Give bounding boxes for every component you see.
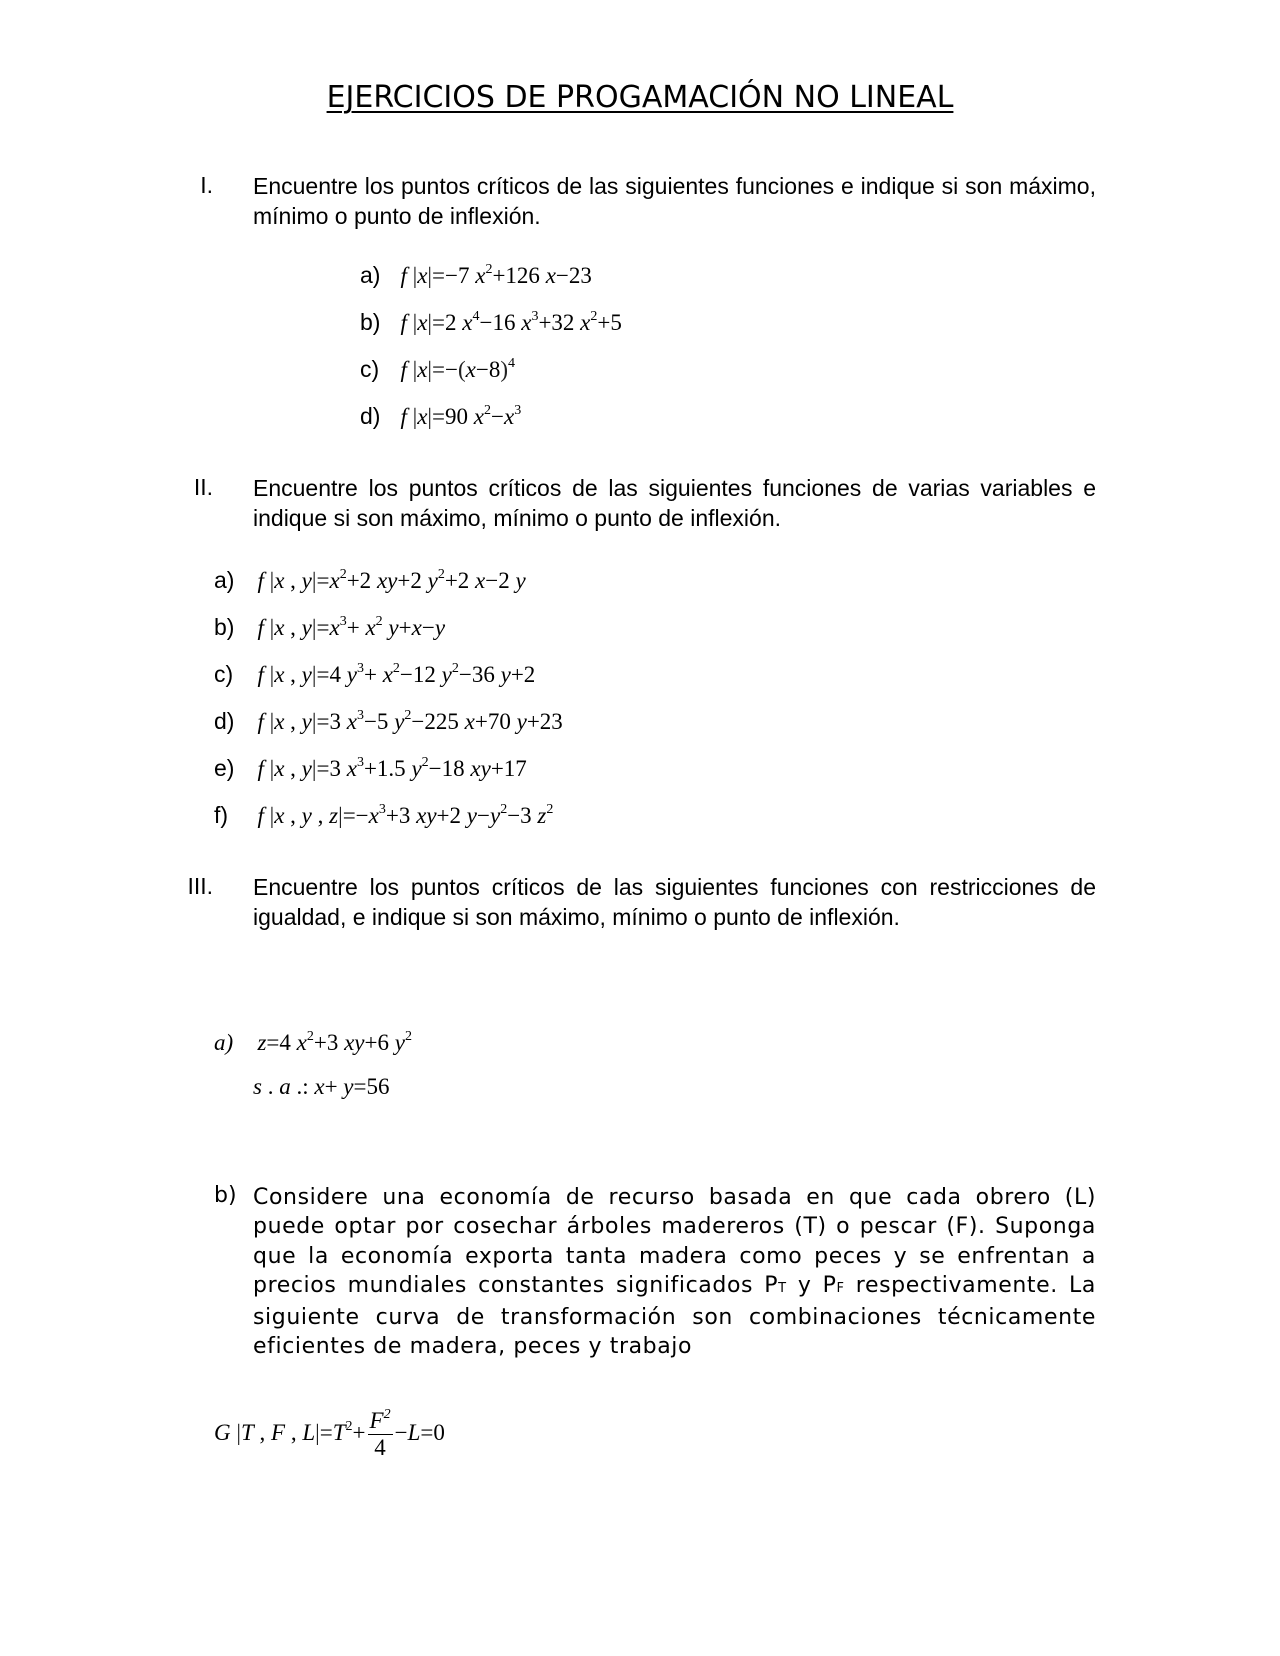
section-2-item-a	[214, 567, 526, 603]
item-label: a)	[214, 567, 235, 593]
equation: f |x , y|=3 $x^3+1.5$ $y^2-18$ xy+17	[257, 755, 527, 781]
section-2-item-b	[214, 614, 445, 650]
section-1-item-a	[360, 262, 592, 298]
item-label: f)	[214, 802, 229, 828]
equation: f |x , y|=3 $x^3-5$ $y^2-225$ x+70 y+23	[257, 708, 563, 734]
section-1-item-c	[360, 356, 515, 392]
section-2-item-d	[214, 708, 563, 744]
equation: f |x|=2 $x^4-16$ $x^3+32$ $x^2+5$	[400, 309, 622, 335]
item-label: b)	[214, 614, 235, 640]
equation: f |x , y|=4 $y^3+ x^2-12$ $y^2-36$ y+2	[257, 661, 536, 687]
section-3-item-b-text: Considere una economía de recurso basada en que cada obrero (L) puede optar por cosechar árboles madereros (T) o pescar (F). Suponga que la economía exporta tanta madera como peces y se enfrentan a precios mundiales constantes significados PT y PF respectivamente. La siguiente curva de transformación son combinaciones técnicamente eficientes de madera, peces y trabajo	[253, 1185, 1096, 1360]
equation: f |x , $y|=x^2+2$ xy+2 $y^2+2$ x−2 y	[257, 567, 526, 593]
section-2-item-c	[214, 661, 535, 697]
item-label: b)	[360, 309, 381, 335]
constraint-equation: s . a .: x+ y=56	[253, 1074, 390, 1099]
item-label: e)	[214, 755, 235, 781]
item-label: a)	[360, 262, 381, 288]
section-2-numeral: II.	[193, 474, 213, 500]
section-1-instruction: Encuentre los puntos críticos de las siguientes funciones e indique si son máximo, mínimo o punto de inflexión.	[253, 173, 1096, 229]
section-1-numeral: I.	[200, 172, 213, 198]
equation: f |x|=90 $x^2-x^3$	[400, 403, 522, 429]
section-3-item-a-constraint	[253, 1074, 390, 1110]
section-2-item-e	[214, 755, 527, 791]
page-title: EJERCICIOS DE PROGAMACIÓN NO LINEAL	[326, 80, 954, 115]
section-3-item-b-label: b)	[214, 1183, 237, 1208]
section-3-instruction: Encuentre los puntos críticos de las siguientes funciones con restricciones de igualdad, e indique si son máximo, mínimo o punto de inflexión.	[253, 874, 1096, 930]
subscript-t: T	[778, 1280, 787, 1296]
item-label: a)	[214, 1030, 234, 1055]
transformation-curve-equation: G |T , F , $L|=T^2+$ $\frac{F^2}{4}$ −L=0	[214, 1407, 445, 1460]
section-3-item-a	[214, 1030, 412, 1066]
equation: f |x , $y|=x^3+ x^2$ y+x−y	[257, 614, 446, 640]
item-label: d)	[360, 403, 381, 429]
item-label: c)	[360, 356, 380, 382]
equation: f |x|=−7 $x^2+126$ x−23	[400, 262, 592, 288]
equation: f |x , y , $z|=-x^3+3$ xy+2 $y-y^2-3$ $z^2$	[257, 802, 554, 828]
fraction: $\frac{F^2}{4}$	[369, 1407, 391, 1460]
section-3-numeral: III.	[187, 873, 213, 899]
section-2-instruction: Encuentre los puntos críticos de las siguientes funciones de varias variables e indique si son máximo, mínimo o punto de inflexión.	[253, 475, 1096, 531]
section-1-item-d	[360, 403, 521, 439]
item-label: c)	[214, 661, 234, 687]
subscript-f: F	[836, 1280, 845, 1296]
section-2-item-f	[214, 802, 553, 838]
item-label: d)	[214, 708, 235, 734]
equation: z=4 $x^2+3$ xy+6 $y^2$	[257, 1029, 412, 1055]
equation: f $|x|=-(x-8)^4$	[400, 356, 516, 382]
section-1-item-b	[360, 309, 622, 345]
